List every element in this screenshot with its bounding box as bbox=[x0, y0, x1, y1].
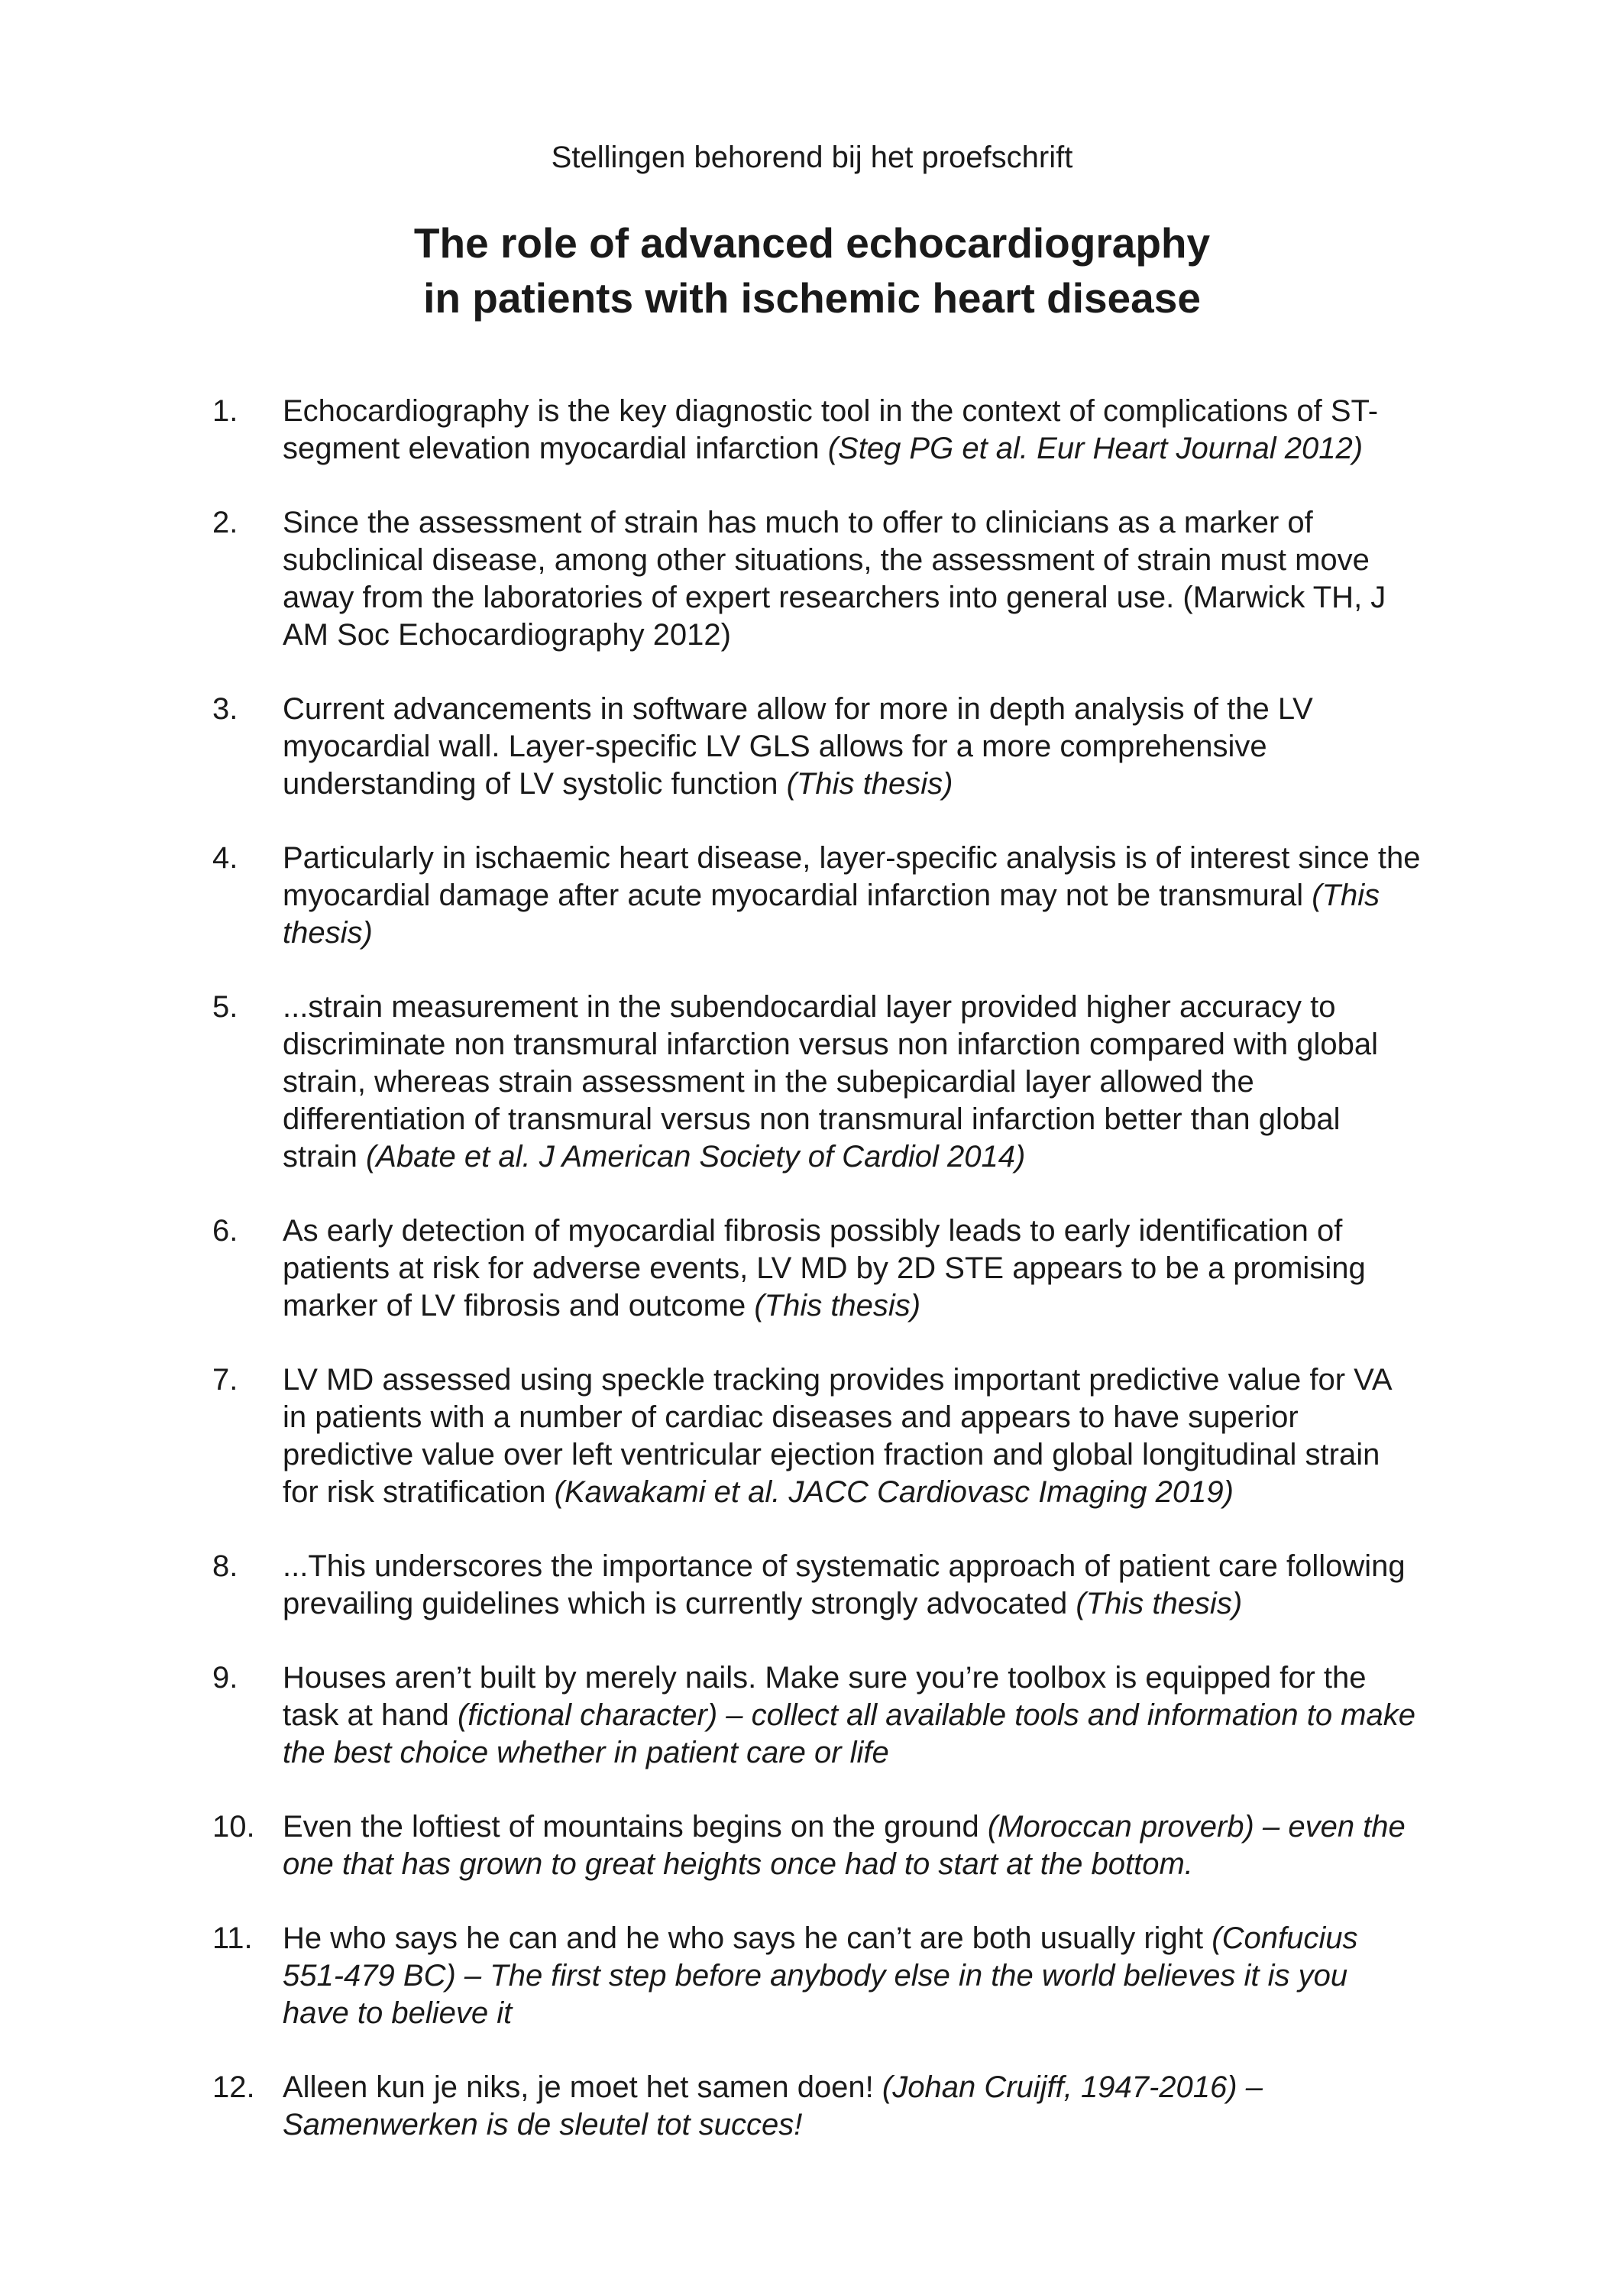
statement-citation: (Confucius 551-479 BC) – The first step before anybody else in the world believes it is you have to believe it bbox=[283, 1921, 1358, 2030]
statement-body: Current advancements in software allow for more in depth analysis of the LV myocardial wall. Layer-specific LV GLS allows for a more comprehensive understanding of LV systolic function bbox=[283, 692, 1313, 801]
statement-number: 2. bbox=[212, 506, 238, 539]
statement-citation: (This thesis) bbox=[754, 1289, 921, 1322]
statement-body: Even the loftiest of mountains begins on the ground bbox=[283, 1810, 988, 1844]
statement-body: ...strain measurement in the subendocardial layer provided higher accuracy to discriminate non transmural infarction versus non infarction compared with global strain, whereas strain assessment in the subepicardial layer allowed the differentiation of transmural versus non transmural infarction better than global strain bbox=[283, 990, 1379, 1174]
statement-number: 12. bbox=[212, 2070, 255, 2104]
statement-item bbox=[0, 691, 1624, 803]
statement-body: Echocardiography is the key diagnostic tool in the context of complications of ST-segment elevation myocardial infarction bbox=[283, 394, 1379, 465]
statement-text bbox=[283, 1361, 1421, 1511]
statement-number: 9. bbox=[212, 1661, 238, 1695]
statement-number: 11. bbox=[212, 1921, 253, 1955]
statement-body: Houses aren’t built by merely nails. Make sure you’re toolbox is equipped for the task at hand bbox=[283, 1661, 1367, 1732]
statement-text bbox=[283, 1659, 1421, 1772]
statement-item bbox=[0, 1212, 1624, 1325]
statement-citation: (Steg PG et al. Eur Heart Journal 2012) bbox=[827, 432, 1364, 465]
statement-body: Alleen kun je niks, je moet het samen doen! bbox=[283, 2070, 882, 2104]
statement-citation: (This thesis) bbox=[283, 879, 1380, 950]
title-line-1: The role of advanced echocardiography bbox=[413, 219, 1211, 267]
statement-text bbox=[283, 504, 1421, 654]
statement-item bbox=[0, 840, 1624, 952]
statement-citation: (Kawakami et al. JACC Cardiovasc Imaging 2019) bbox=[554, 1475, 1234, 1509]
statement-number: 10. bbox=[212, 1810, 255, 1844]
statement-item bbox=[0, 393, 1624, 468]
statement-number: 3. bbox=[212, 692, 238, 726]
statement-number: 1. bbox=[212, 394, 238, 428]
statement-number: 4. bbox=[212, 841, 238, 875]
page-title bbox=[0, 215, 1624, 325]
statement-text bbox=[283, 2069, 1421, 2144]
statement-item bbox=[0, 989, 1624, 1176]
statement-citation: (This thesis) bbox=[786, 767, 953, 801]
statement-item bbox=[0, 1920, 1624, 2032]
page-subtitle: Stellingen behorend bij het proefschrift bbox=[551, 141, 1073, 174]
statement-number: 6. bbox=[212, 1214, 238, 1248]
statement-text bbox=[283, 393, 1421, 468]
statement-body: LV MD assessed using speckle tracking provides important predictive value for VA in patients with a number of cardiac diseases and appears to have superior predictive value over left ventricular ejection fraction and global longitudinal strain for risk stratification bbox=[283, 1363, 1391, 1509]
statement-text bbox=[283, 989, 1421, 1176]
statement-text bbox=[283, 691, 1421, 803]
statement-item bbox=[0, 2069, 1624, 2144]
statement-number: 5. bbox=[212, 990, 238, 1024]
statement-number: 7. bbox=[212, 1363, 238, 1397]
statement-citation: (This thesis) bbox=[1076, 1587, 1243, 1620]
statement-text bbox=[283, 1548, 1421, 1623]
statement-body: As early detection of myocardial fibrosis possibly leads to early identification of patients at risk for adverse events, LV MD by 2D STE appears to be a promising marker of LV fibrosis and outcome bbox=[283, 1214, 1366, 1322]
statement-citation: (fictional character) – collect all available tools and information to make the best choice whether in patient care or life bbox=[283, 1698, 1415, 1769]
statement-number: 8. bbox=[212, 1549, 238, 1583]
statement-citation: (Johan Cruijff, 1947-2016) – Samenwerken is de sleutel tot succes! bbox=[283, 2070, 1263, 2141]
statement-item bbox=[0, 1659, 1624, 1772]
statement-text bbox=[283, 1920, 1421, 2032]
title-line-2: in patients with ischemic heart disease bbox=[423, 274, 1201, 322]
statement-item bbox=[0, 504, 1624, 654]
statement-citation: (Abate et al. J American Society of Cardiol 2014) bbox=[365, 1140, 1026, 1174]
statement-item bbox=[0, 1548, 1624, 1623]
statement-text bbox=[283, 1212, 1421, 1325]
statement-text bbox=[283, 840, 1421, 952]
statement-body: Since the assessment of strain has much to offer to clinicians as a marker of subclinical disease, among other situations, the assessment of strain must move away from the laboratories of expert researchers into general use. (Marwick TH, J AM Soc Echocardiography 2012) bbox=[283, 506, 1386, 652]
statement-body: Particularly in ischaemic heart disease, layer-specific analysis is of interest since the myocardial damage after acute myocardial infarction may not be transmural bbox=[283, 841, 1421, 912]
statement-list bbox=[0, 393, 1624, 2180]
statement-citation: (Moroccan proverb) – even the one that has grown to great heights once had to start at the bottom. bbox=[283, 1810, 1406, 1881]
statement-text bbox=[283, 1808, 1421, 1883]
statement-body: He who says he can and he who says he can’t are both usually right bbox=[283, 1921, 1212, 1955]
statement-item bbox=[0, 1361, 1624, 1511]
statement-body: ...This underscores the importance of systematic approach of patient care following prevailing guidelines which is currently strongly advocated bbox=[283, 1549, 1406, 1620]
statement-item bbox=[0, 1808, 1624, 1883]
